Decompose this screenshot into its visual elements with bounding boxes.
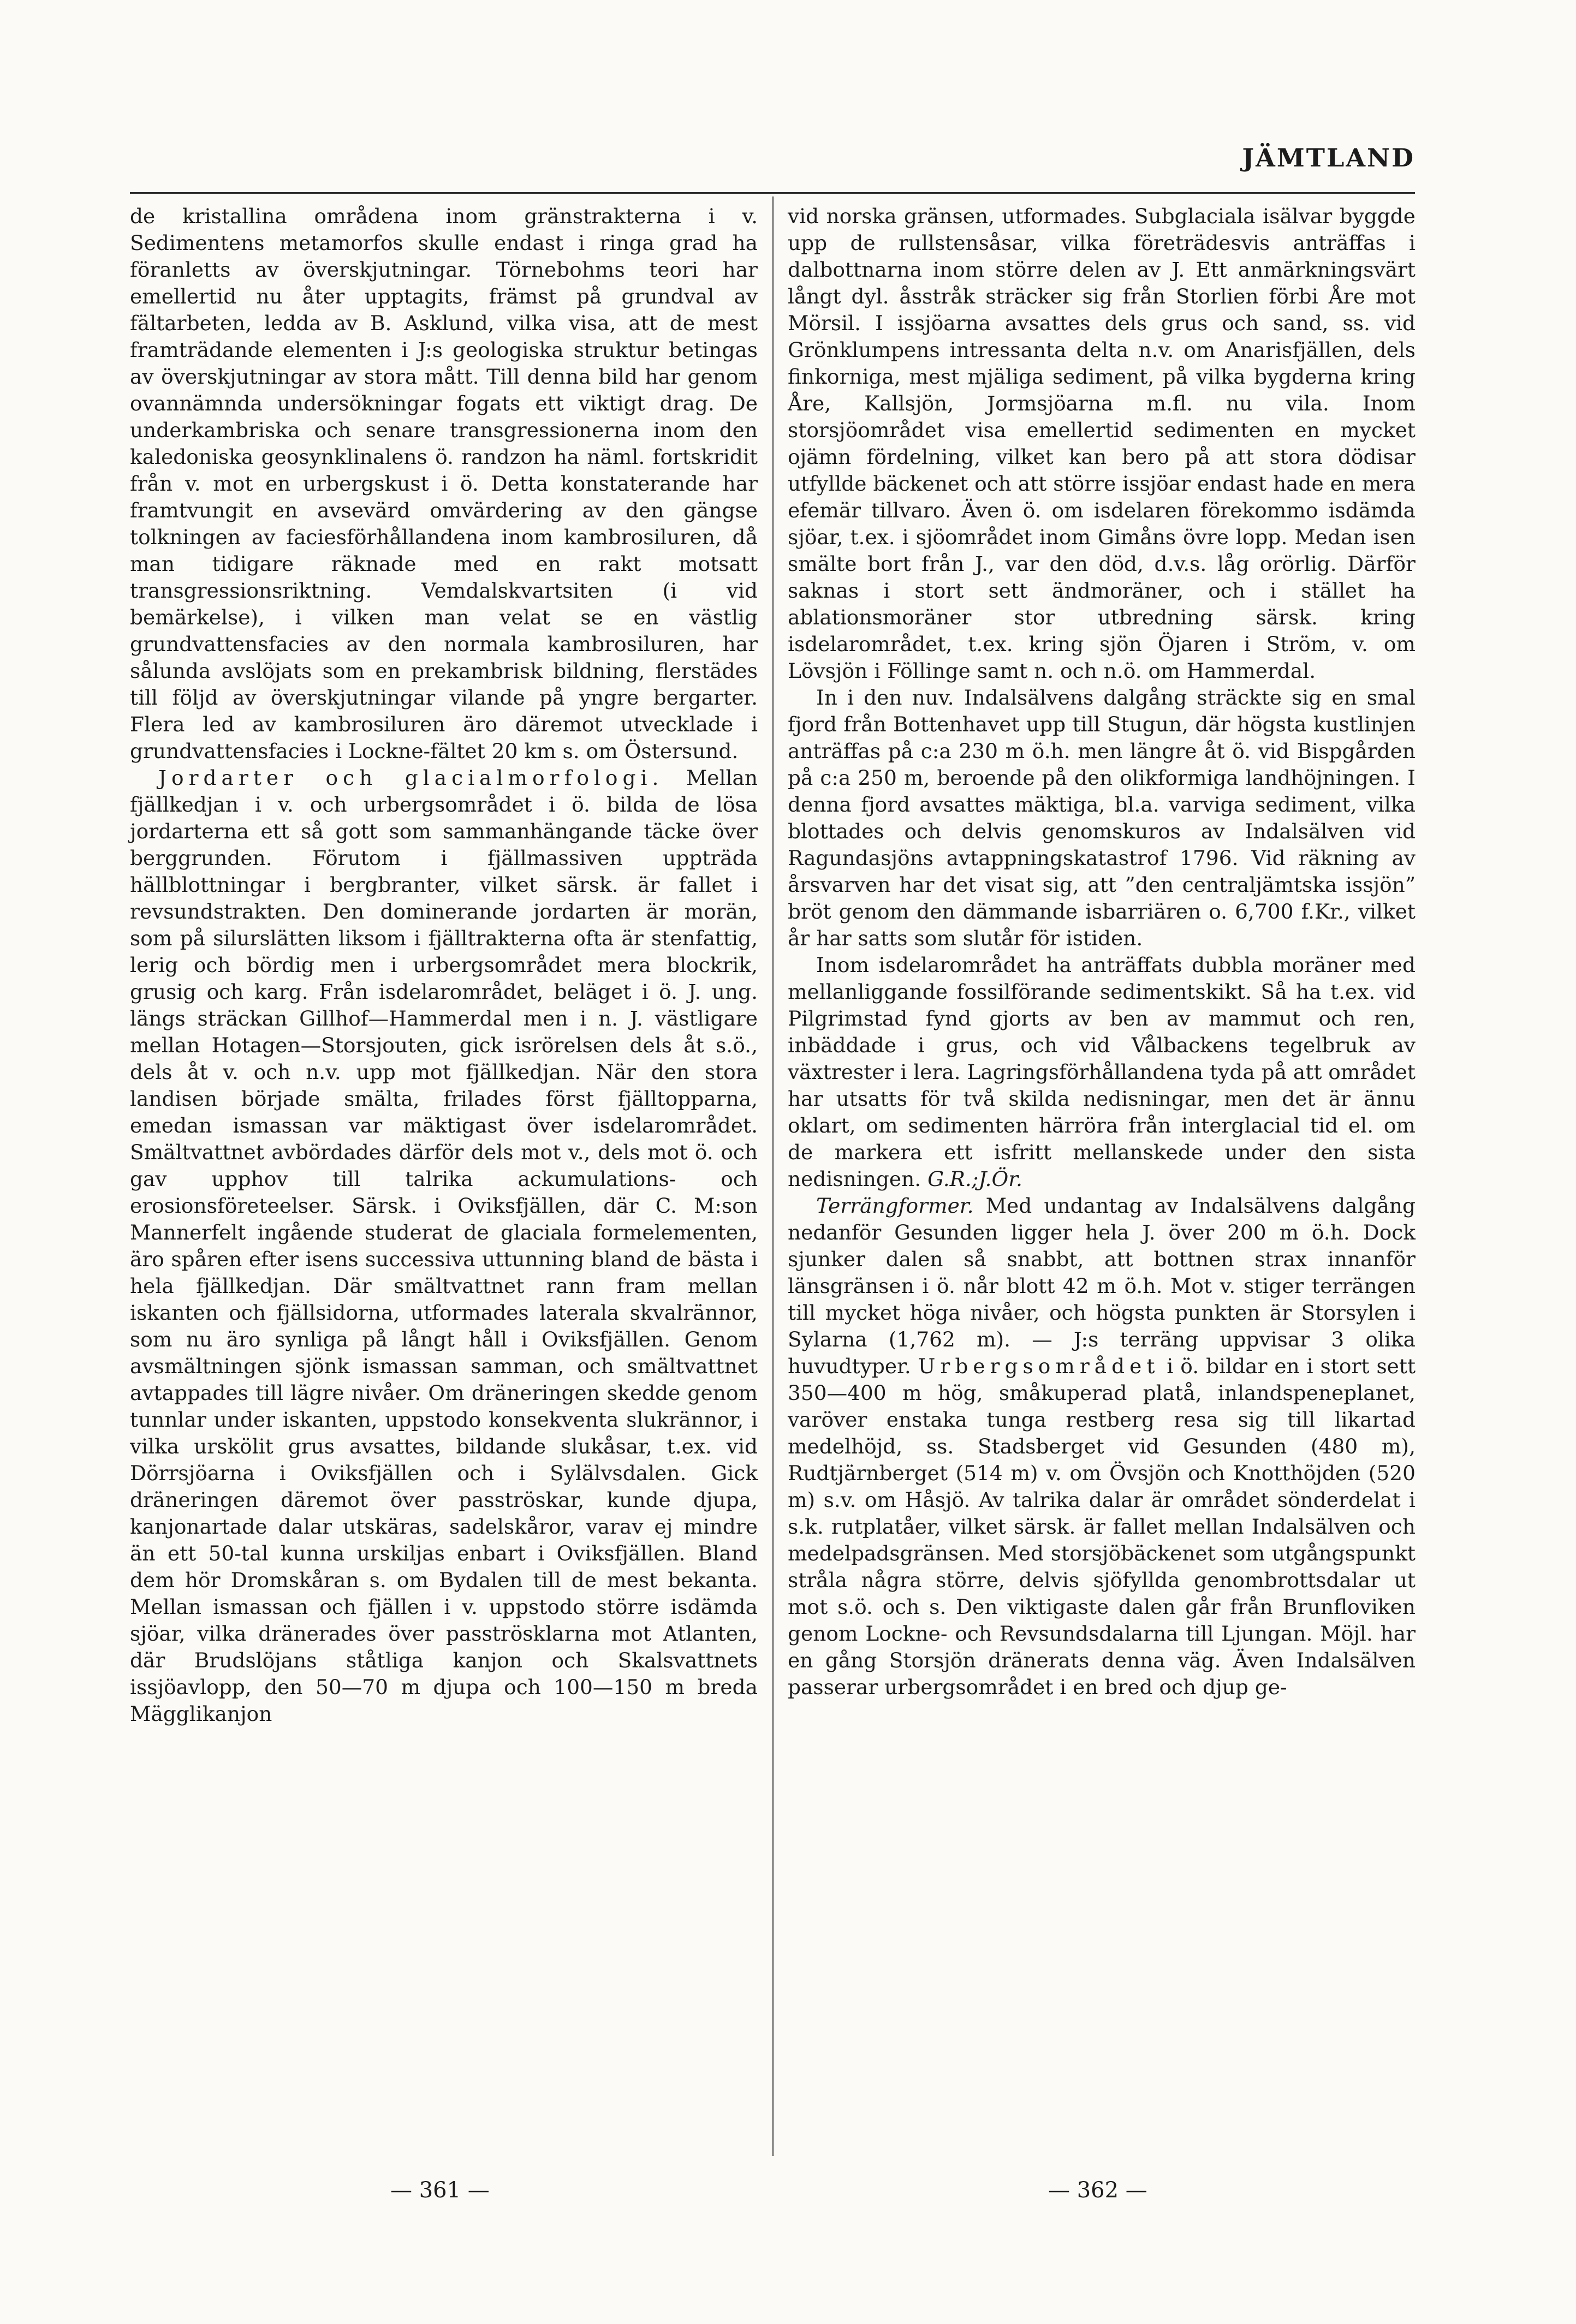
right-paragraph-3-body: Inom isdelarområdet ha anträffats dubbla moräner med mellanliggande fossilförande sedimentskikt. Så ha t.ex. vid Pilgrimstad fynd gjorts av ben av mammut och ren, inbäddade i grus, och vid Vålbackens tegelbruk av växtrester i lera. Lagringsförhållandena tyda på att området har utsatts för två skilda nedisningar, men det är ännu oklart, om sedimenten härröra från interglacial tid el. om de markera ett isfritt mellanskede under den sista nedisningen.: [788, 953, 1416, 1191]
left-paragraph-2-body: Mellan fjällkedjan i v. och urbergsområdet i ö. bilda de lösa jordarterna ett så gott som sammanhängande täcke över berggrunden. Förutom i fjällmassiven uppträda hällblottningar i bergbranter, vilket särsk. är fallet i revsundstrakten. Den dominerande jordarten är morän, som på silurslätten liksom i fjälltrakterna ofta är stenfattig, lerig och bördig men i urbergsområdet mera blockrik, grusig och karg. Från isdelarområdet, beläget i ö. J. ung. längs sträckan Gillhof—Hammerdal men i n. J. västligare mellan Hotagen—Storsjouten, gick isrörelsen dels åt s.ö., dels åt v. och n.v. upp mot fjällkedjan. När den stora landisen började smälta, frilades först fjälltopparna, emedan ismassan var mäktigast över isdelarområdet. Smältvattnet avbördades därför dels mot v., dels mot ö. och gav upphov till talrika ackumulations- och erosionsföreteelser. Särsk. i Oviksfjällen, där C. M:son Mannerfelt ingående studerat de glaciala formelementen, äro spåren efter isens successiva uttunning bland de bästa i hela fjällkedjan. Där smältvattnet rann fram mellan iskanten och fjällsidorna, utformades laterala skvalrännor, som nu äro synliga på långt håll i Oviksfjällen. Genom avsmältningen sjönk ismassan samman, och smältvattnet avtappades till lägre nivåer. Om dräneringen skedde genom tunnlar under iskanten, uppstodo konsekventa slukrännor, i vilka urskölit grus avsattes, bildande slukåsar, t.ex. vid Dörrsjöarna i Oviksfjällen och i Sylälvsdalen. Gick dräneringen däremot över pasströskar, kunde djupa, kanjonartade dalar utskäras, sadelskåror, varav ej mindre än ett 50-tal kunna urskiljas enbart i Oviksfjällen. Bland dem hör Dromskåran s. om Bydalen till de mest bekanta. Mellan ismassan och fjällen i v. uppstodo större isdämda sjöar, vilka dränerades över pasströsklarna mot Atlanten, där Brudslöjans ståtliga kanjon och Skalsvattnets issjöavlopp, den 50—70 m djupa och 100—150 m breda Mägglikanjon: [130, 766, 758, 1726]
left-paragraph-1: de kristallina områdena inom gränstrakterna i v. Sedimentens metamorfos skulle endast i ringa grad ha föranletts av överskjutningar. Törnebohms teori har emellertid nu åter upptagits, främst på grundval av fältarbeten, ledda av B. Asklund, vilka visa, att de mest framträdande elementen i J:s geologiska struktur betingas av överskjutningar av stora mått. Till denna bild har genom ovannämnda undersökningar fogats ett viktigt drag. De underkambriska och senare transgressionerna inom den kaledoniska geosynklinalens ö. randzon ha näml. fortskridit från v. mot en urbergskust i ö. Detta konstaterande har framtvungit en avsevärd omvärdering av den gängse tolkningen av faciesförhållandena inom kambrosiluren, då man tidigare räknade med en rakt motsatt transgressionsriktning. Vemdalskvartsiten (i vid bemärkelse), i vilken man velat se en västlig grundvattensfacies av den normala kambrosiluren, har sålunda avslöjats som en prekambrisk bildning, flerstädes till följd av överskjutningar vilande på yngre bergarter. Flera led av kambrosiluren äro däremot utvecklade i grundvattensfacies i Lockne-fältet 20 km s. om Östersund.: [130, 204, 758, 763]
section-heading-terrangformer: Terrängformer.: [816, 1194, 974, 1218]
right-paragraph-4-body-b: i ö. bildar en i stort sett 350—400 m hög, småkuperad platå, inlandspeneplanet, varöver enstaka tunga restberg resa sig till likartad medelhöjd, ss. Stadsberget vid Gesunden (480 m), Rudtjärnberget (514 m) v. om Övsjön och Knotthöjden (520 m) s.v. om Håsjö. Av talrika dalar är området sönderdelat i s.k. rutplatåer, vilket särsk. är fallet mellan Indalsälven och medelpadsgränsen. Med storsjöbäckenet som utgångspunkt stråla några större, delvis sjöfyllda genombrottsdalar ut mot s.ö. och s. Den viktigaste dalen går från Brunfloviken genom Lockne- och Revsundsdalarna till Ljungan. Möjl. har en gång Storsjön dränerats denna väg. Även Indalsälven passerar urbergsområdet i en bred och djup ge-: [788, 1354, 1416, 1699]
right-paragraph-2: In i den nuv. Indalsälvens dalgång sträckte sig en smal fjord från Bottenhavet upp till Stugun, där högsta kustlinjen anträffas på c:a 230 m ö.h. men längre åt ö. vid Bispgården på c:a 250 m, beroende på den olikformiga landhöjningen. I denna fjord avsattes mäktiga, bl.a. varviga sediment, vilka blottades och delvis genomskuros av Indalsälven vid Ragundasjöns avtappningskatastrof 1796. Vid räkning av årsvarven har det visat sig, att ”den centraljämtska issjön” bröt genom den dämmande isbarriären o. 6,700 f.Kr., vilket år har satts som slutår för istiden.: [788, 686, 1416, 950]
spaced-term-urbergsomradet: Urbergsområdet: [918, 1354, 1160, 1378]
left-paragraph-2: [130, 765, 758, 1727]
right-paragraph-1: vid norska gränsen, utformades. Subglaciala isälvar byggde upp de rullstensåsar, vilka företrädesvis anträffas i dalbottnarna inom större delen av J. Ett anmärkningsvärt långt dyl. åsstråk sträcker sig från Storlien förbi Åre mot Mörsil. I issjöarna avsattes dels grus och sand, ss. vid Grönklumpens intressanta delta n.v. om Anarisfjällen, dels finkorniga, mest mjäliga sediment, på vilka bygderna kring Åre, Kallsjön, Jormsjöarna m.fl. nu vila. Inom storsjöområdet visa emellertid sedimenten en mycket ojämn fördelning, vilket kan bero på att stora dödisar utfyllde bäckenet och att större issjöar endast hade en mera efemär tillvaro. Även ö. om isdelaren förekommo isdämda sjöar, t.ex. i sjöområdet inom Gimåns övre lopp. Medan isen smälte bort från J., var den död, d.v.s. låg orörlig. Därför saknas i stort sett ändmoräner, och i stället ha ablationsmoräner stor utbredning särsk. kring isdelarområdet, t.ex. kring sjön Öjaren i Ström, v. om Lövsjön i Föllinge samt n. och n.ö. om Hammerdal.: [788, 204, 1416, 683]
right-paragraph-4-body-a: Med undantag av Indalsälvens dalgång nedanför Gesunden ligger hela J. över 200 m ö.h. Dock sjunker dalen så snabbt, att bottnen strax innanför länsgränsen i ö. når blott 42 m ö.h. Mot v. stiger terrängen till mycket höga nivåer, och högsta punkten är Storsylen i Sylarna (1,762 m). — J:s terräng uppvisar 3 olika huvudtyper.: [788, 1194, 1416, 1378]
right-paragraph-3: [788, 952, 1416, 1193]
right-column: [788, 203, 1416, 1701]
section-heading-jordarter: Jordarter och glacialmorfologi.: [158, 766, 664, 790]
page-number-right: — 362 —: [1048, 2178, 1147, 2203]
left-column: [130, 203, 758, 1727]
header-rule: [130, 192, 1415, 194]
page-number-left: — 361 —: [390, 2178, 490, 2203]
running-header: JÄMTLAND: [1242, 143, 1415, 172]
column-rule: [772, 196, 774, 2156]
right-paragraph-4: [788, 1193, 1416, 1701]
author-signature: G.R.;J.Ör.: [927, 1167, 1022, 1191]
